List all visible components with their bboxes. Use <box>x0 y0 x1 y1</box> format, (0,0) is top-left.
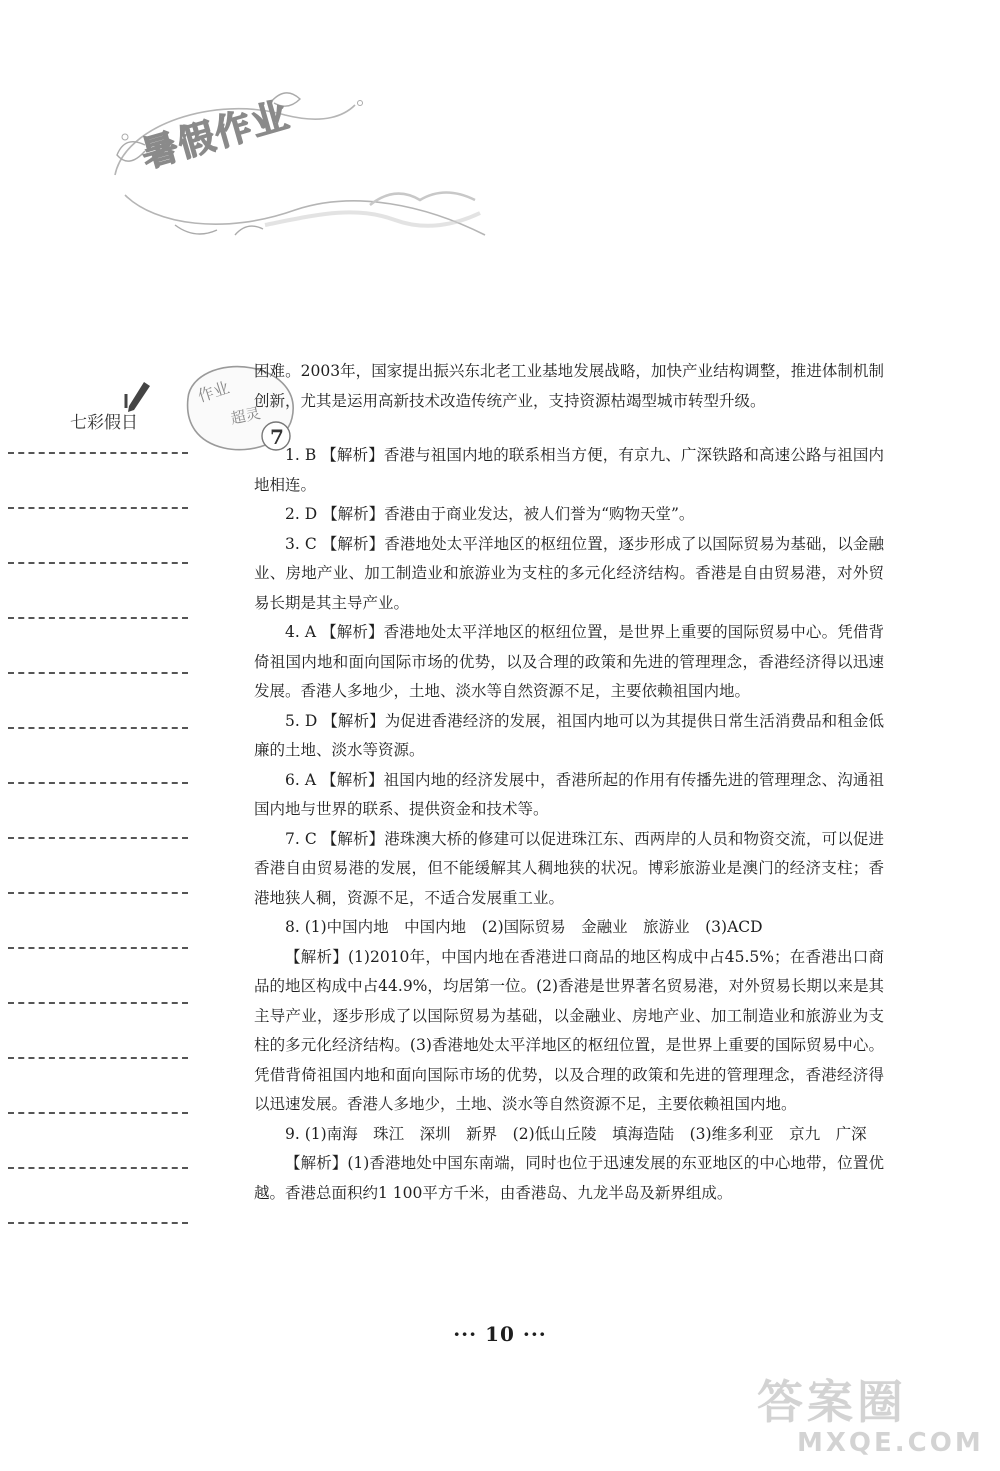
answer-content <box>254 357 884 1208</box>
note-line <box>8 507 188 509</box>
stamp-line1: 作业 <box>195 377 232 406</box>
note-line <box>8 782 188 784</box>
watermark-logo <box>757 1366 982 1461</box>
note-line <box>8 727 188 729</box>
note-line <box>8 1057 188 1059</box>
page-number: ··· 10 ··· <box>453 1322 547 1346</box>
note-line <box>8 892 188 894</box>
answer-6: 6. A 【解析】祖国内地的经济发展中，香港所起的作用有传播先进的管理理念、沟通祖国内地与世界的联系、提供资金和技术等。 <box>254 770 884 818</box>
intro-paragraph: 困难。2003年，国家提出振兴东北老工业基地发展战略，加快产业结构调整，推进体制机制创新，尤其是运用高新技术改造传统产业，支持资源枯竭型城市转型升级。 <box>254 362 884 410</box>
answer-5: 5. D 【解析】为促进香港经济的发展，祖国内地可以为其提供日常生活消费品和租金低廉的土地、淡水等资源。 <box>254 711 884 759</box>
answer-9: 9. (1)南海 珠江 深圳 新界 (2)低山丘陵 填海造陆 (3)维多利亚 京九 广深 <box>285 1124 867 1143</box>
note-line <box>8 837 188 839</box>
logo-title: 暑假作业 <box>137 94 295 177</box>
watermark-bottom: MXQE.COM <box>797 1428 984 1458</box>
answer-9-analysis: 【解析】(1)香港地处中国东南端，同时也位于迅速发展的东亚地区的中心地带，位置优越。香港总面积约1 100平方千米，由香港岛、九龙半岛及新界组成。 <box>254 1154 884 1202</box>
notes-lines <box>8 452 188 1277</box>
note-line <box>8 1222 188 1224</box>
brand-label: 七彩假日 <box>70 413 138 433</box>
note-line <box>8 1112 188 1114</box>
note-line <box>8 1002 188 1004</box>
stamp-number: 7 <box>270 425 284 449</box>
answer-4: 4. A 【解析】香港地处太平洋地区的枢纽位置，是世界上重要的国际贸易中心。凭借背倚祖国内地和面向国际市场的优势，以及合理的政策和先进的管理理念，香港经济得以迅速发展。香港人多地少，土地、淡水等自然资源不足，主要依赖祖国内地。 <box>254 623 884 700</box>
note-line <box>8 947 188 949</box>
answer-3: 3. C 【解析】香港地处太平洋地区的枢纽位置，逐步形成了以国际贸易为基础，以金融业、房地产业、加工制造业和旅游业为支柱的多元化经济结构。香港是自由贸易港，对外贸易长期是其主导产业。 <box>254 534 884 612</box>
watermark-top: 答案圈 <box>757 1375 907 1429</box>
note-line <box>8 672 188 674</box>
note-line <box>8 1167 188 1169</box>
stamp-line2: 超灵 <box>229 404 263 428</box>
answer-8: 8. (1)中国内地 中国内地 (2)国际贸易 金融业 旅游业 (3)ACD <box>285 918 763 936</box>
answer-7: 7. C 【解析】港珠澳大桥的修建可以促进珠江东、西两岸的人员和物资交流，可以促进香港自由贸易港的发展，但不能缓解其人稠地狭的状况。博彩旅游业是澳门的经济支柱；香港地狭人稠，资源不足，不适合发展重工业。 <box>254 829 884 907</box>
note-line <box>8 452 188 454</box>
answer-1: 1. B 【解析】香港与祖国内地的联系相当方便，有京九、广深铁路和高速公路与祖国内地相连。 <box>254 446 884 494</box>
note-line <box>8 617 188 619</box>
answer-2: 2. D 【解析】香港由于商业发达，被人们誉为“购物天堂”。 <box>285 505 695 523</box>
note-line <box>8 562 188 564</box>
answer-8-analysis: 【解析】(1)2010年，中国内地在香港进口商品的地区构成中占45.5%；在香港出口商品的地区构成中占44.9%，均居第一位。(2)香港是世界著名贸易港，对外贸易长期以来是其主导产业，逐步形成了以国际贸易为基础，以金融业、房地产业、加工制造业和旅游业为支柱的多元化经济结构。(3)香港地处太平洋地区的枢纽位置，是世界上重要的国际贸易中心。凭借背倚祖国内地和面向国际市场的优势，以及合理的政策和先进的管理理念，香港经济得以迅速发展。香港人多地少，土地、淡水等自然资源不足，主要依赖祖国内地。 <box>254 947 884 1113</box>
